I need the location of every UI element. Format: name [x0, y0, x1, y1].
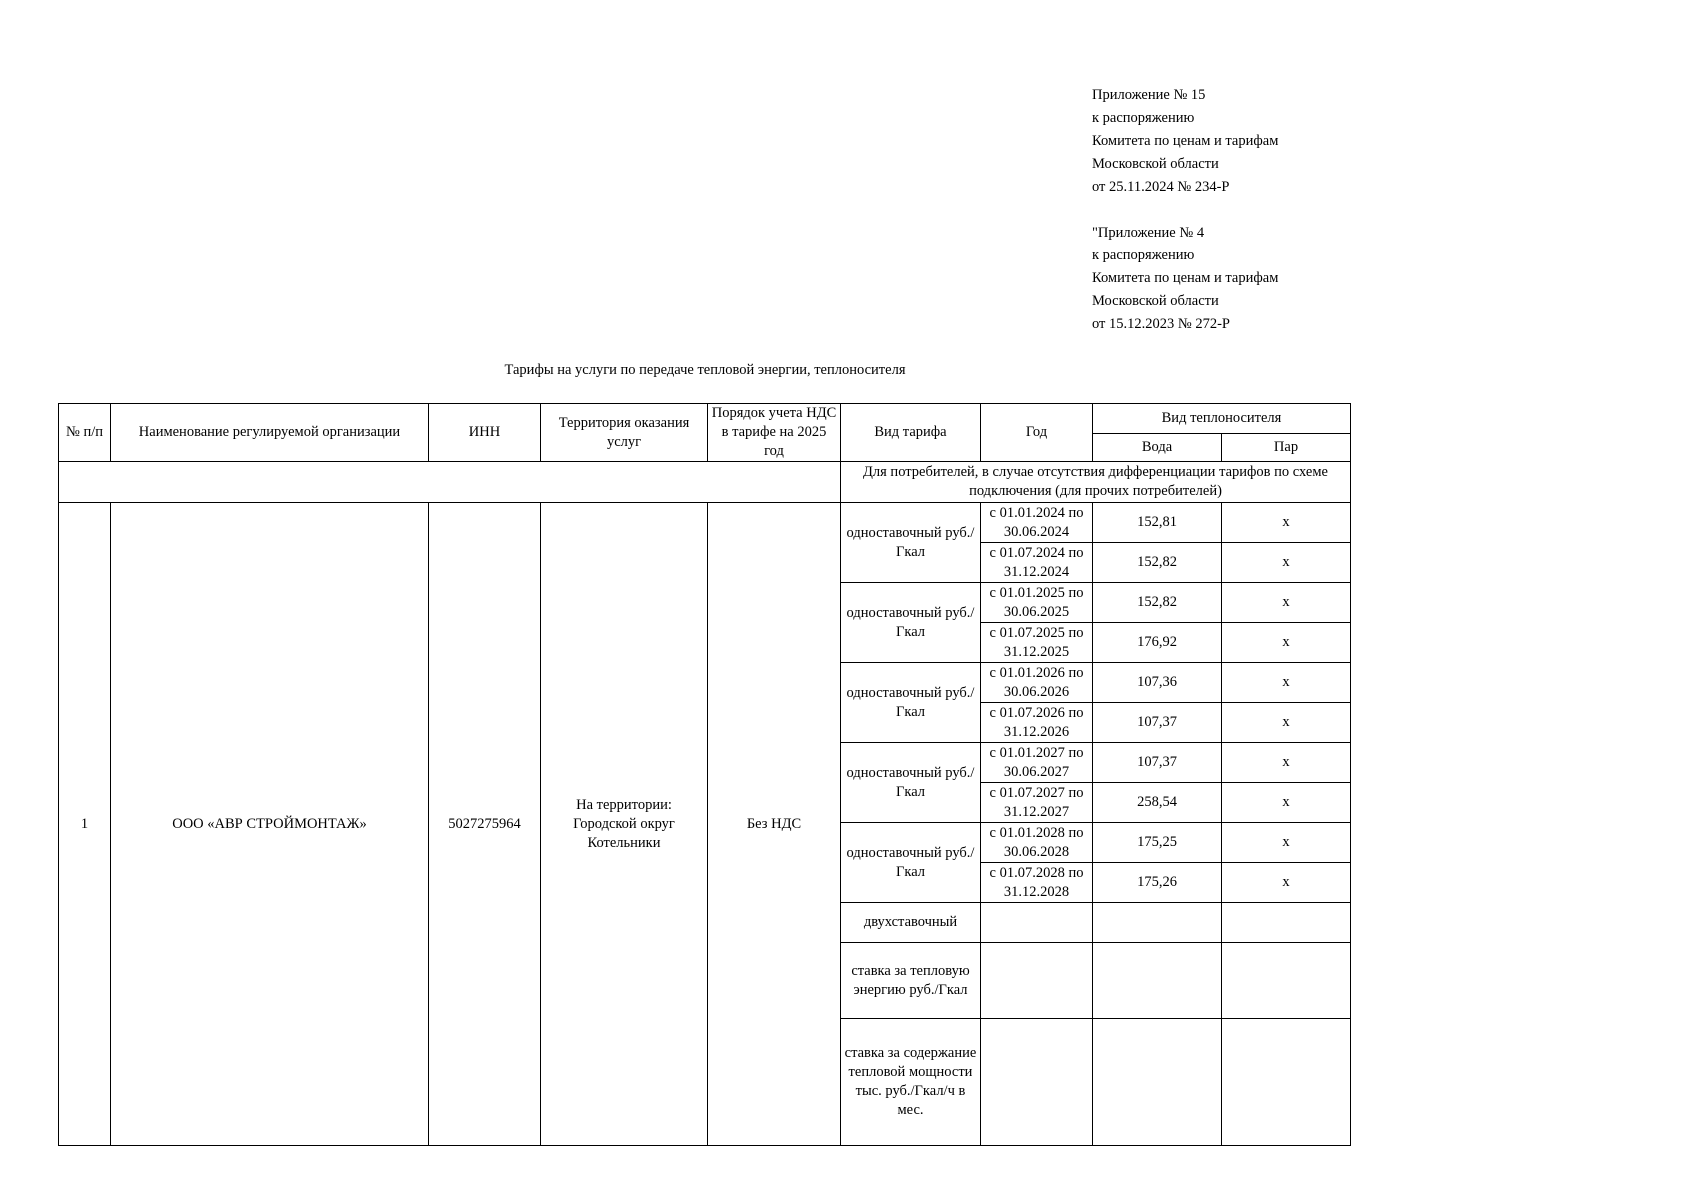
header-line: Московской области	[1092, 293, 1219, 310]
steam-value: х	[1222, 783, 1351, 823]
row-vat: Без НДС	[708, 503, 841, 1146]
empty-cell	[1093, 1019, 1222, 1146]
water-value: 152,82	[1093, 583, 1222, 623]
single-rate-label: одноставочный руб./Гкал	[841, 663, 981, 743]
header-org: Наименование регулируемой организации	[111, 404, 429, 462]
single-rate-label: одноставочный руб./Гкал	[841, 823, 981, 903]
tariffs-table	[58, 403, 1351, 1146]
water-value: 175,26	[1093, 863, 1222, 903]
steam-value: х	[1222, 583, 1351, 623]
steam-value: х	[1222, 503, 1351, 543]
water-value: 152,82	[1093, 543, 1222, 583]
period-cell: с 01.01.2027 по 30.06.2027	[981, 743, 1093, 783]
header-line: от 15.12.2023 № 272-Р	[1092, 316, 1230, 333]
header-territory: Территория оказания услуг	[541, 404, 708, 462]
steam-value: х	[1222, 823, 1351, 863]
two-rate-label: двухставочный	[841, 903, 981, 943]
header-line: Комитета по ценам и тарифам	[1092, 132, 1279, 149]
row-territory: На территории: Городской округ Котельники	[541, 503, 708, 1146]
steam-value: х	[1222, 863, 1351, 903]
period-cell: с 01.07.2024 по 31.12.2024	[981, 543, 1093, 583]
empty-cell	[981, 943, 1093, 1019]
header-year: Год	[981, 404, 1093, 462]
water-value: 152,81	[1093, 503, 1222, 543]
steam-value: х	[1222, 663, 1351, 703]
period-cell: с 01.07.2027 по 31.12.2027	[981, 783, 1093, 823]
water-value: 107,37	[1093, 743, 1222, 783]
header-carrier: Вид теплоносителя	[1093, 404, 1351, 434]
header-vat: Порядок учета НДС в тарифе на 2025 год	[708, 404, 841, 462]
header-num: № п/п	[59, 404, 111, 462]
capacity-rate-label: ставка за содержание тепловой мощности тыс. руб./Гкал/ч в мес.	[841, 1019, 981, 1146]
single-rate-label: одноставочный руб./Гкал	[841, 503, 981, 583]
steam-value: х	[1222, 623, 1351, 663]
period-cell: с 01.01.2025 по 30.06.2025	[981, 583, 1093, 623]
empty-cell	[1222, 1019, 1351, 1146]
water-value: 176,92	[1093, 623, 1222, 663]
empty-cell	[1093, 943, 1222, 1019]
row-num: 1	[59, 503, 111, 1146]
header-line: к распоряжению	[1092, 247, 1195, 264]
empty-cell	[1222, 943, 1351, 1019]
water-value: 175,25	[1093, 823, 1222, 863]
period-cell: с 01.01.2028 по 30.06.2028	[981, 823, 1093, 863]
header-line: Приложение № 15	[1092, 87, 1206, 103]
consumers-note: Для потребителей, в случае отсутствия дифференциации тарифов по схеме подключения (для прочих потребителей)	[841, 462, 1351, 503]
row-org: ООО «АВР СТРОЙМОНТАЖ»	[111, 503, 429, 1146]
header-line: к распоряжению	[1092, 109, 1195, 126]
header-block	[1092, 84, 1412, 336]
single-rate-label: одноставочный руб./Гкал	[841, 743, 981, 823]
header-inn: ИНН	[429, 404, 541, 462]
period-cell: с 01.07.2026 по 31.12.2026	[981, 703, 1093, 743]
period-cell: с 01.01.2024 по 30.06.2024	[981, 503, 1093, 543]
steam-value: х	[1222, 743, 1351, 783]
water-value: 107,36	[1093, 663, 1222, 703]
energy-rate-label: ставка за тепловую энергию руб./Гкал	[841, 943, 981, 1019]
empty-cell	[981, 1019, 1093, 1146]
header-line: "Приложение № 4	[1092, 224, 1205, 241]
header-line: Комитета по ценам и тарифам	[1092, 270, 1279, 287]
steam-value: х	[1222, 543, 1351, 583]
water-value: 107,37	[1093, 703, 1222, 743]
row-inn: 5027275964	[429, 503, 541, 1146]
period-cell: с 01.07.2025 по 31.12.2025	[981, 623, 1093, 663]
header-steam: Пар	[1222, 433, 1351, 462]
water-value: 258,54	[1093, 783, 1222, 823]
header-water: Вода	[1093, 433, 1222, 462]
header-line: Московской области	[1092, 155, 1219, 172]
empty-cell	[981, 903, 1093, 943]
header-tariff-type: Вид тарифа	[841, 404, 981, 462]
document-title: Тарифы на услуги по передаче тепловой энергии, теплоносителя	[504, 362, 906, 378]
empty-cell	[59, 462, 841, 503]
period-cell: с 01.07.2028 по 31.12.2028	[981, 863, 1093, 903]
empty-cell	[1093, 903, 1222, 943]
period-cell: с 01.01.2026 по 30.06.2026	[981, 663, 1093, 703]
header-line: от 25.11.2024 № 234-Р	[1092, 178, 1230, 195]
steam-value: х	[1222, 703, 1351, 743]
single-rate-label: одноставочный руб./Гкал	[841, 583, 981, 663]
empty-cell	[1222, 903, 1351, 943]
